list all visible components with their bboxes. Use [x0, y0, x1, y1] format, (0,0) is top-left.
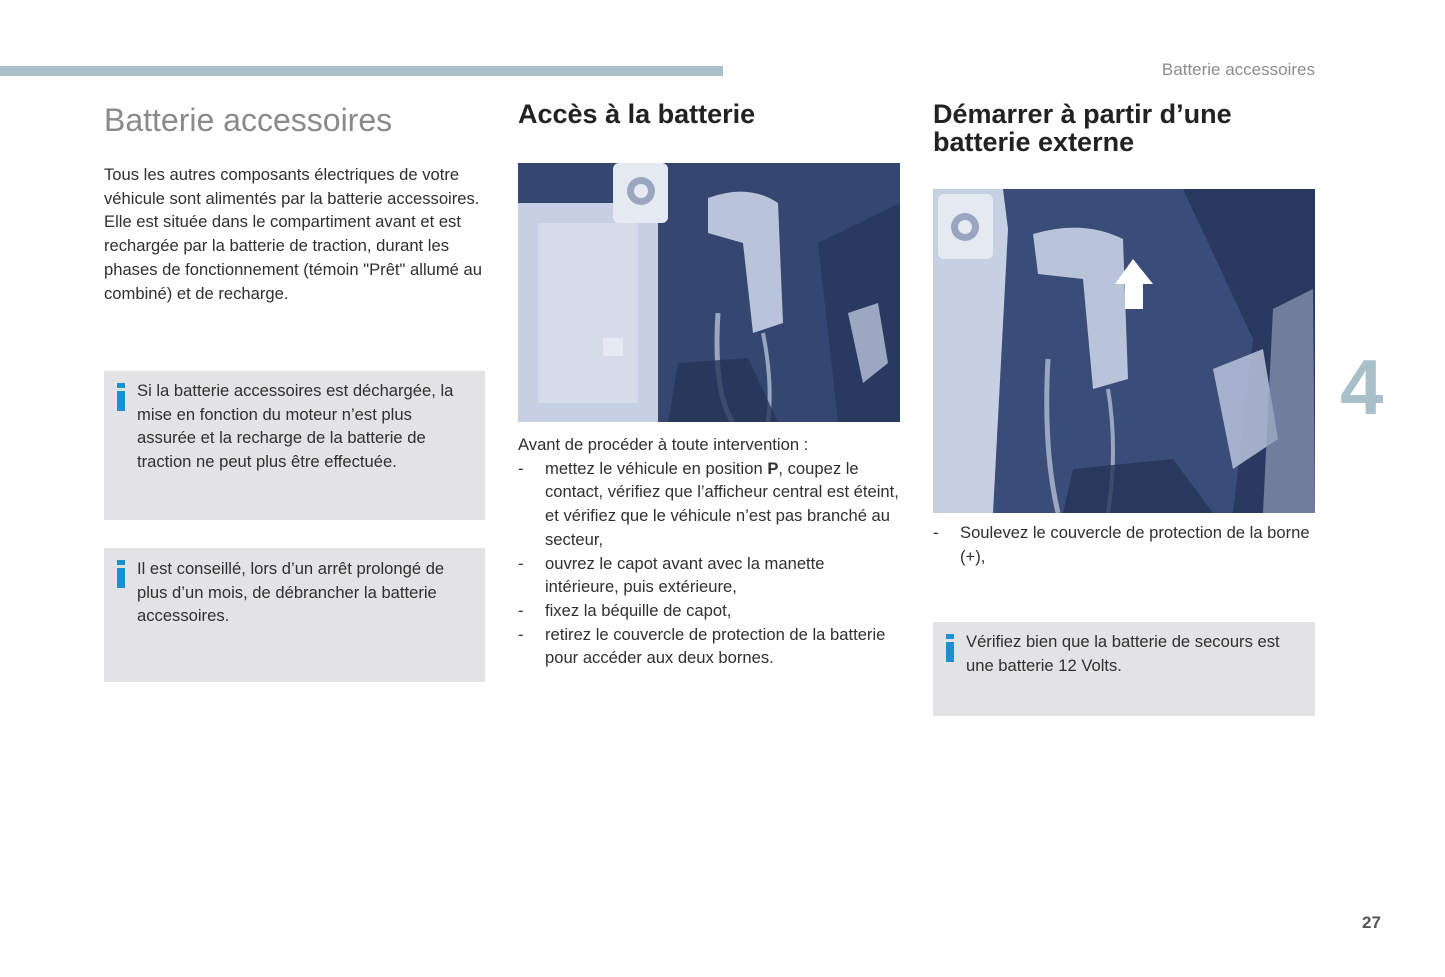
title-line-1: Démarrer à partir d’une — [933, 99, 1232, 129]
list-dash: - — [933, 523, 939, 542]
header-accent-bar — [0, 66, 723, 76]
column-battery-access — [518, 100, 900, 128]
list-dash: - — [518, 600, 524, 620]
step-text: ouvrez le capot avant avec la manette intérieure, puis extérieure, — [545, 553, 825, 597]
external-battery-steps — [933, 521, 1315, 568]
info-icon — [116, 383, 126, 411]
step-text-pre: mettez le véhicule en position — [545, 458, 768, 478]
column-intro — [104, 100, 486, 305]
info-icon — [945, 634, 955, 662]
intro-paragraph-1: Tous les autres composants électriques de votre véhicule sont alimentés par la batterie accessoires. — [104, 165, 480, 208]
list-item — [518, 457, 900, 552]
step-text: retirez le couvercle de protection de la batterie pour accéder aux deux bornes. — [545, 624, 886, 668]
note-text: Il est conseillé, lors d’un arrêt prolongé de plus d’un mois, de débrancher la batterie accessoires. — [137, 559, 445, 626]
info-icon — [116, 560, 126, 588]
step-text: fixez la béquille de capot, — [545, 600, 732, 620]
section-title-battery-access: Accès à la batterie — [518, 99, 756, 129]
info-note-discharged — [104, 371, 485, 520]
list-item — [933, 521, 1315, 568]
list-dash: - — [518, 553, 524, 573]
section-title-external-battery — [933, 100, 1315, 156]
external-steps-list — [933, 521, 1315, 568]
title-line-2: batterie externe — [933, 127, 1135, 157]
battery-terminal-photo — [933, 189, 1315, 513]
access-intro: Avant de procéder à toute intervention : — [518, 435, 809, 454]
access-steps-list — [518, 457, 900, 670]
column-external-battery — [933, 100, 1315, 156]
note-text: Vérifiez bien que la batterie de secours est une batterie 12 Volts. — [966, 632, 1280, 675]
list-dash: - — [518, 458, 524, 478]
step-text: Soulevez le couvercle de protection de la borne (+), — [960, 523, 1310, 566]
battery-compartment-photo — [518, 163, 900, 422]
page-number: 27 — [1362, 913, 1381, 932]
page-title: Batterie accessoires — [104, 102, 393, 138]
note-text: Si la batterie accessoires est déchargée, la mise en fonction du moteur n’est plus assurée et la recharge de la batterie de traction ne peut plus être effectuée. — [137, 381, 454, 472]
chapter-number: 4 — [1340, 343, 1384, 431]
list-item — [518, 599, 900, 623]
list-item — [518, 552, 900, 599]
intro-paragraph-2: Elle est située dans le compartiment avant et est rechargée par la batterie de traction, durant les phases de fonctionnement (témoin "Prêt" allumé au combiné) et de recharge. — [104, 212, 482, 303]
info-note-disconnect — [104, 548, 485, 682]
running-title: Batterie accessoires — [1161, 60, 1315, 79]
list-item — [518, 623, 900, 670]
access-instructions — [518, 433, 900, 670]
list-dash: - — [518, 624, 524, 644]
info-note-12-volts — [933, 622, 1315, 716]
step-text-bold: P — [767, 458, 779, 478]
step-text-post: , coupez le contact, vérifiez que l’afficheur central est éteint, et vérifiez que le véhicule n’est pas branché au secteur, — [545, 458, 899, 549]
